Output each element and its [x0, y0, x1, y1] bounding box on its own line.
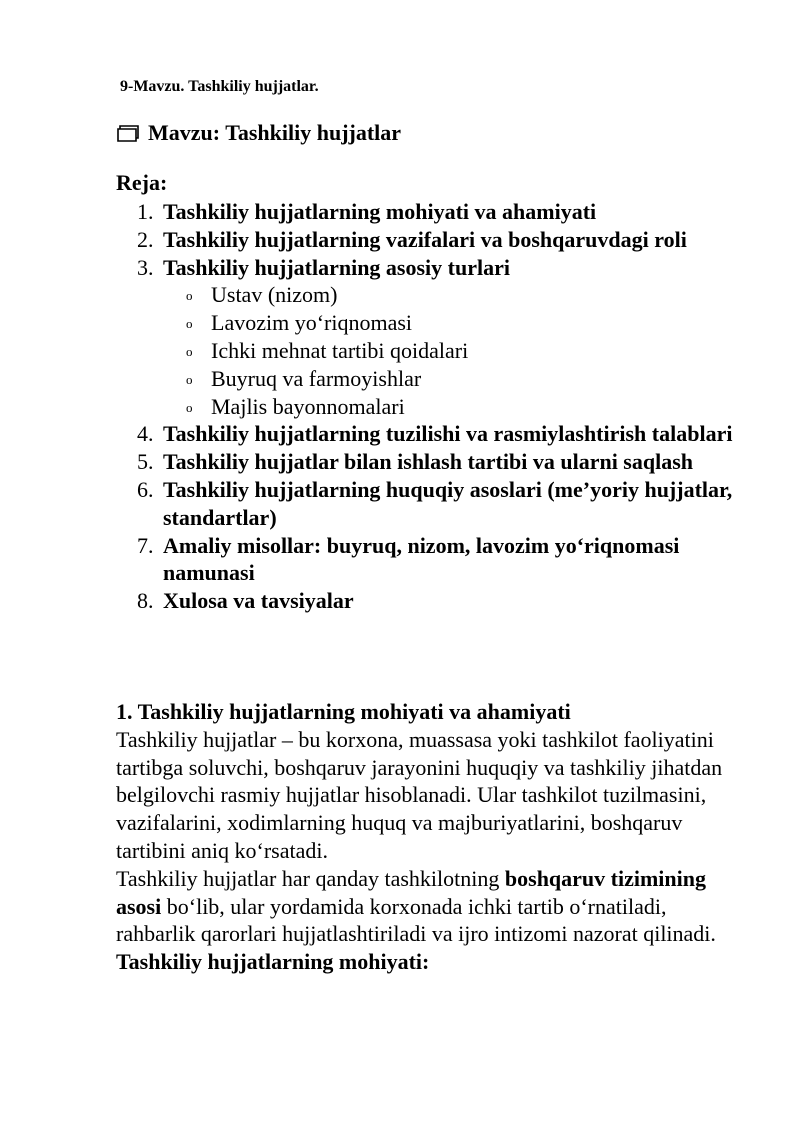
document-header-title: 9-Mavzu. Tashkiliy hujjatlar.	[120, 78, 319, 95]
plan-item	[116, 420, 756, 448]
plan-item-text: Tashkiliy hujjatlarning mohiyati va ahamiyati	[163, 199, 597, 224]
plan-item-number: 1.	[137, 199, 154, 224]
plan-item-number: 5.	[137, 449, 154, 475]
paragraph	[116, 865, 746, 948]
plan-item-number: 7.	[137, 532, 154, 558]
sub-list-item-text: Ustav (nizom)	[211, 282, 338, 308]
bullet-icon: o	[186, 399, 193, 415]
plan-item-number: 6.	[137, 476, 154, 502]
paragraph-bold-text: boshqaruv tizimining asosi	[116, 865, 706, 919]
sub-list-item-text: Ichki mehnat tartibi qoidalari	[211, 337, 469, 363]
plan-item-text: Tashkiliy hujjatlarning asosiy turlari	[163, 254, 510, 280]
plan-item	[116, 532, 756, 588]
plan-item	[116, 198, 756, 226]
plan-item-text: Tashkiliy hujjatlar bilan ishlash tartibi va ularni saqlash	[163, 449, 694, 475]
plan-item	[116, 476, 756, 532]
plan-item	[116, 254, 756, 282]
plan-item	[116, 587, 756, 615]
plan-item-number: 2.	[137, 226, 154, 252]
topic-title-row	[116, 120, 401, 146]
plan-list	[116, 198, 756, 615]
sub-list-item	[116, 337, 756, 365]
sub-list-item	[116, 365, 756, 393]
folder-icon	[116, 123, 140, 143]
paragraph: Tashkiliy hujjatlar – bu korxona, muassasa yoki tashkilot faoliyatini tartibga soluvchi, boshqaruv jarayonini huquqiy va tashkiliy jihatdan belgilovchi rasmiy hujjatlar hisoblanadi. Ular tashkilot tuzilmasini, vazifalarini, xodimlarning huquq va majburiyatlarini, boshqaruv tartibini aniq ko‘rsatadi.	[116, 726, 723, 863]
sub-list-item	[116, 393, 756, 421]
bullet-icon: o	[186, 343, 193, 359]
plan-item-text: Tashkiliy hujjatlarning huquqiy asoslari (me’yoriy hujjatlar, standartlar)	[163, 476, 733, 530]
paragraph-text: bo‘lib, ular yordamida korxonada ichki tartib o‘rnatiladi, rahbarlik qarorlari hujjatlashtiriladi va ijro intizomi nazorat qilinadi.	[116, 893, 716, 947]
sub-list-item-text: Lavozim yo‘riqnomasi	[211, 310, 413, 336]
section-heading: 1. Tashkiliy hujjatlarning mohiyati va ahamiyati	[116, 699, 571, 724]
plan-item	[116, 448, 756, 476]
plan-item-number: 3.	[137, 254, 154, 280]
sub-list-item-text: Buyruq va farmoyishlar	[211, 365, 422, 391]
plan-item-text: Tashkiliy hujjatlarning tuzilishi va rasmiylashtirish talablari	[163, 421, 733, 447]
sub-list-item-text: Majlis bayonnomalari	[211, 393, 405, 419]
plan-item-text: Amaliy misollar: buyruq, nizom, lavozim yo‘riqnomasi namunasi	[163, 532, 680, 586]
bullet-icon: o	[186, 316, 193, 332]
section-subheading: Tashkiliy hujjatlarning mohiyati:	[116, 949, 430, 975]
plan-item-number: 8.	[137, 588, 154, 614]
plan-heading: Reja:	[116, 170, 168, 195]
bullet-icon: o	[186, 288, 193, 304]
plan-item-text: Xulosa va tavsiyalar	[163, 588, 354, 614]
plan-item-number: 4.	[137, 421, 154, 447]
sub-list-item	[116, 281, 756, 309]
paragraph-text: Tashkiliy hujjatlar har qanday tashkilotning	[116, 865, 505, 891]
plan-item-text: Tashkiliy hujjatlarning vazifalari va boshqaruvdagi roli	[163, 226, 687, 252]
bullet-icon: o	[186, 371, 193, 387]
sub-list	[116, 281, 756, 420]
plan-item	[116, 226, 756, 254]
sub-list-item	[116, 309, 756, 337]
topic-title: Mavzu: Tashkiliy hujjatlar	[148, 120, 402, 145]
section-1	[116, 698, 746, 976]
